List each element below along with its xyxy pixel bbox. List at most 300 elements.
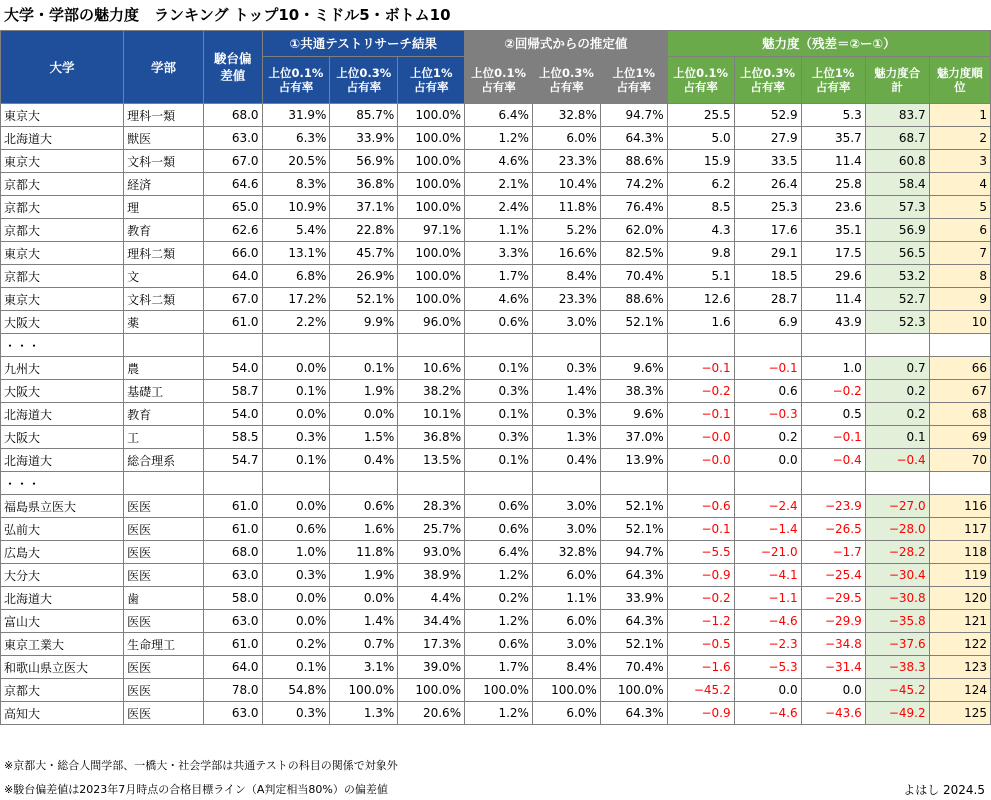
cell-residual-top1: 0.5 <box>801 403 865 426</box>
cell-residual-top03: 26.4 <box>734 173 801 196</box>
cell-estimate-top01: 2.1% <box>465 173 533 196</box>
cell-residual-top1: 29.6 <box>801 265 865 288</box>
cell-research-top01: 0.3% <box>262 564 330 587</box>
cell-estimate-top1: 82.5% <box>600 242 667 265</box>
cell-estimate-top1: 64.3% <box>600 564 667 587</box>
cell-residual-top03: −21.0 <box>734 541 801 564</box>
cell-residual-top1: 43.9 <box>801 311 865 334</box>
cell-residual-top03: 52.9 <box>734 104 801 127</box>
cell-estimate-top01: 0.1% <box>465 449 533 472</box>
table-row <box>1 610 991 633</box>
cell-rank: 122 <box>929 633 990 656</box>
cell-estimate-top01: 6.4% <box>465 541 533 564</box>
cell-estimate-top03: 32.8% <box>532 104 600 127</box>
cell-university: 富山大 <box>1 610 124 633</box>
cell-estimate-top03: 3.0% <box>532 518 600 541</box>
cell-estimate-top1: 38.3% <box>600 380 667 403</box>
cell-total: −38.3 <box>865 656 929 679</box>
cell-residual-top01: −0.9 <box>667 702 734 725</box>
cell-score: 78.0 <box>204 679 263 702</box>
cell-research-top1: 100.0% <box>398 104 465 127</box>
cell-research-top1: 38.9% <box>398 564 465 587</box>
cell-score: 58.7 <box>204 380 263 403</box>
cell-score: 68.0 <box>204 541 263 564</box>
cell-research-top03: 52.1% <box>330 288 398 311</box>
cell-research-top03: 1.9% <box>330 380 398 403</box>
separator-cell <box>600 334 667 357</box>
cell-estimate-top1: 13.9% <box>600 449 667 472</box>
cell-university: 東京大 <box>1 150 124 173</box>
cell-estimate-top1: 76.4% <box>600 196 667 219</box>
cell-faculty: 文科一類 <box>124 150 204 173</box>
cell-residual-top03: −1.1 <box>734 587 801 610</box>
separator-cell <box>124 472 204 495</box>
cell-residual-top03: −0.1 <box>734 357 801 380</box>
separator-cell <box>929 472 990 495</box>
cell-faculty: 医医 <box>124 702 204 725</box>
cell-residual-top03: 33.5 <box>734 150 801 173</box>
cell-estimate-top01: 0.1% <box>465 403 533 426</box>
cell-total: 52.7 <box>865 288 929 311</box>
cell-estimate-top03: 1.1% <box>532 587 600 610</box>
cell-estimate-top1: 88.6% <box>600 288 667 311</box>
header-rank <box>929 57 990 104</box>
separator-cell <box>865 334 929 357</box>
cell-residual-top03: 28.7 <box>734 288 801 311</box>
cell-faculty: 文科二類 <box>124 288 204 311</box>
separator-cell <box>929 334 990 357</box>
cell-score: 65.0 <box>204 196 263 219</box>
cell-estimate-top01: 4.6% <box>465 150 533 173</box>
cell-estimate-top1: 9.6% <box>600 403 667 426</box>
cell-residual-top1: −0.2 <box>801 380 865 403</box>
cell-research-top03: 45.7% <box>330 242 398 265</box>
cell-research-top1: 36.8% <box>398 426 465 449</box>
cell-estimate-top1: 52.1% <box>600 518 667 541</box>
cell-university: 京都大 <box>1 679 124 702</box>
cell-score: 67.0 <box>204 150 263 173</box>
cell-score: 58.5 <box>204 426 263 449</box>
cell-faculty: 獣医 <box>124 127 204 150</box>
cell-residual-top03: 18.5 <box>734 265 801 288</box>
table-row <box>1 541 991 564</box>
cell-university: 京都大 <box>1 219 124 242</box>
cell-estimate-top01: 100.0% <box>465 679 533 702</box>
cell-research-top03: 1.3% <box>330 702 398 725</box>
cell-research-top1: 25.7% <box>398 518 465 541</box>
table-row <box>1 104 991 127</box>
cell-total: 0.7 <box>865 357 929 380</box>
cell-faculty: 教育 <box>124 403 204 426</box>
cell-residual-top03: −4.6 <box>734 702 801 725</box>
header-res-top1-text: 上位1%占有率 <box>811 66 855 94</box>
cell-estimate-top03: 5.2% <box>532 219 600 242</box>
cell-estimate-top01: 0.3% <box>465 426 533 449</box>
cell-estimate-top03: 1.3% <box>532 426 600 449</box>
cell-research-top01: 0.0% <box>262 587 330 610</box>
cell-research-top1: 38.2% <box>398 380 465 403</box>
cell-university: 九州大 <box>1 357 124 380</box>
cell-research-top01: 0.6% <box>262 518 330 541</box>
cell-estimate-top03: 32.8% <box>532 541 600 564</box>
cell-residual-top03: 17.6 <box>734 219 801 242</box>
cell-research-top03: 11.8% <box>330 541 398 564</box>
cell-residual-top1: 5.3 <box>801 104 865 127</box>
cell-estimate-top1: 9.6% <box>600 357 667 380</box>
separator-cell <box>398 334 465 357</box>
cell-score: 54.0 <box>204 403 263 426</box>
header-top1-text: 上位1%占有率 <box>409 66 453 94</box>
cell-estimate-top1: 52.1% <box>600 495 667 518</box>
cell-total: −27.0 <box>865 495 929 518</box>
cell-residual-top1: −25.4 <box>801 564 865 587</box>
cell-research-top01: 6.8% <box>262 265 330 288</box>
cell-total: −49.2 <box>865 702 929 725</box>
table-row <box>1 403 991 426</box>
cell-rank: 120 <box>929 587 990 610</box>
cell-faculty: 医医 <box>124 679 204 702</box>
cell-research-top1: 100.0% <box>398 196 465 219</box>
cell-total: −0.4 <box>865 449 929 472</box>
cell-research-top03: 100.0% <box>330 679 398 702</box>
cell-research-top1: 93.0% <box>398 541 465 564</box>
cell-university: 大阪大 <box>1 311 124 334</box>
cell-faculty: 医医 <box>124 518 204 541</box>
cell-score: 58.0 <box>204 587 263 610</box>
cell-total: 0.2 <box>865 380 929 403</box>
cell-residual-top1: 1.0 <box>801 357 865 380</box>
cell-rank: 69 <box>929 426 990 449</box>
cell-estimate-top01: 0.6% <box>465 518 533 541</box>
cell-research-top01: 1.0% <box>262 541 330 564</box>
cell-university: 北海道大 <box>1 587 124 610</box>
header-top1 <box>398 57 465 104</box>
cell-residual-top01: −0.1 <box>667 357 734 380</box>
table-row <box>1 633 991 656</box>
cell-estimate-top1: 52.1% <box>600 311 667 334</box>
cell-score: 64.6 <box>204 173 263 196</box>
cell-rank: 2 <box>929 127 990 150</box>
header-est-top1-text: 上位1%占有率 <box>612 66 655 94</box>
cell-score: 67.0 <box>204 288 263 311</box>
cell-estimate-top1: 70.4% <box>600 656 667 679</box>
cell-total: 0.1 <box>865 426 929 449</box>
cell-estimate-top03: 8.4% <box>532 656 600 679</box>
cell-faculty: 総合理系 <box>124 449 204 472</box>
cell-total: 56.9 <box>865 219 929 242</box>
table-row <box>1 242 991 265</box>
cell-residual-top1: 35.1 <box>801 219 865 242</box>
separator-cell <box>330 334 398 357</box>
cell-residual-top01: −0.0 <box>667 426 734 449</box>
cell-research-top01: 0.0% <box>262 495 330 518</box>
cell-research-top01: 10.9% <box>262 196 330 219</box>
cell-rank: 70 <box>929 449 990 472</box>
cell-residual-top01: −0.9 <box>667 564 734 587</box>
cell-total: 57.3 <box>865 196 929 219</box>
header-res-top01 <box>667 57 734 104</box>
cell-residual-top01: −0.6 <box>667 495 734 518</box>
cell-residual-top01: 15.9 <box>667 150 734 173</box>
separator-cell <box>124 334 204 357</box>
cell-research-top01: 0.0% <box>262 357 330 380</box>
cell-estimate-top01: 1.7% <box>465 656 533 679</box>
separator-cell <box>865 472 929 495</box>
cell-rank: 123 <box>929 656 990 679</box>
cell-research-top03: 33.9% <box>330 127 398 150</box>
cell-research-top03: 0.0% <box>330 403 398 426</box>
cell-estimate-top03: 6.0% <box>532 610 600 633</box>
cell-faculty: 教育 <box>124 219 204 242</box>
cell-research-top1: 100.0% <box>398 127 465 150</box>
separator-cell <box>532 472 600 495</box>
header-est-top01-text: 上位0.1%占有率 <box>471 66 526 94</box>
cell-research-top03: 0.7% <box>330 633 398 656</box>
cell-estimate-top1: 94.7% <box>600 104 667 127</box>
cell-residual-top01: −0.1 <box>667 403 734 426</box>
header-res-top01-text: 上位0.1%占有率 <box>673 66 729 94</box>
cell-residual-top01: 8.5 <box>667 196 734 219</box>
cell-research-top03: 0.1% <box>330 357 398 380</box>
table-body <box>1 104 991 725</box>
cell-university: 北海道大 <box>1 127 124 150</box>
header-group-research: ①共通テストリサーチ結果 <box>262 31 465 57</box>
cell-rank: 8 <box>929 265 990 288</box>
header-res-top03 <box>734 57 801 104</box>
cell-research-top03: 0.6% <box>330 495 398 518</box>
cell-research-top01: 2.2% <box>262 311 330 334</box>
cell-estimate-top1: 100.0% <box>600 679 667 702</box>
cell-estimate-top01: 4.6% <box>465 288 533 311</box>
cell-residual-top1: −0.1 <box>801 426 865 449</box>
cell-estimate-top01: 1.2% <box>465 564 533 587</box>
separator-cell <box>667 472 734 495</box>
cell-total: −37.6 <box>865 633 929 656</box>
header-group-attractiveness: 魅力度（残差＝②ー①） <box>667 31 990 57</box>
cell-residual-top03: −2.4 <box>734 495 801 518</box>
table-row <box>1 288 991 311</box>
cell-estimate-top1: 88.6% <box>600 150 667 173</box>
cell-estimate-top03: 6.0% <box>532 702 600 725</box>
cell-university: 東京大 <box>1 104 124 127</box>
cell-university: 京都大 <box>1 196 124 219</box>
table-row <box>1 311 991 334</box>
cell-estimate-top03: 0.3% <box>532 357 600 380</box>
header-est-top1 <box>600 57 667 104</box>
cell-research-top03: 1.4% <box>330 610 398 633</box>
cell-residual-top01: 1.6 <box>667 311 734 334</box>
header-res-top03-text: 上位0.3%占有率 <box>740 66 796 94</box>
cell-total: −30.4 <box>865 564 929 587</box>
cell-residual-top03: −0.3 <box>734 403 801 426</box>
cell-university: 東京工業大 <box>1 633 124 656</box>
cell-total: −30.8 <box>865 587 929 610</box>
cell-residual-top1: 35.7 <box>801 127 865 150</box>
cell-residual-top03: 6.9 <box>734 311 801 334</box>
cell-residual-top03: −4.1 <box>734 564 801 587</box>
cell-research-top01: 5.4% <box>262 219 330 242</box>
cell-research-top1: 17.3% <box>398 633 465 656</box>
cell-residual-top1: 25.8 <box>801 173 865 196</box>
cell-estimate-top03: 16.6% <box>532 242 600 265</box>
cell-research-top1: 10.6% <box>398 357 465 380</box>
cell-faculty: 薬 <box>124 311 204 334</box>
cell-residual-top03: 0.6 <box>734 380 801 403</box>
cell-faculty: 医医 <box>124 495 204 518</box>
table-row <box>1 380 991 403</box>
separator-cell <box>734 472 801 495</box>
table-row <box>1 495 991 518</box>
cell-estimate-top03: 8.4% <box>532 265 600 288</box>
cell-residual-top01: 4.3 <box>667 219 734 242</box>
cell-score: 64.0 <box>204 656 263 679</box>
cell-research-top1: 100.0% <box>398 288 465 311</box>
cell-estimate-top01: 0.2% <box>465 587 533 610</box>
table-row <box>1 426 991 449</box>
table-row <box>1 587 991 610</box>
cell-total: 56.5 <box>865 242 929 265</box>
cell-estimate-top1: 64.3% <box>600 702 667 725</box>
cell-research-top1: 20.6% <box>398 702 465 725</box>
cell-rank: 10 <box>929 311 990 334</box>
cell-score: 63.0 <box>204 127 263 150</box>
cell-university: 京都大 <box>1 265 124 288</box>
cell-total: 83.7 <box>865 104 929 127</box>
cell-estimate-top1: 74.2% <box>600 173 667 196</box>
cell-rank: 125 <box>929 702 990 725</box>
cell-residual-top1: −23.9 <box>801 495 865 518</box>
cell-estimate-top01: 0.1% <box>465 357 533 380</box>
cell-total: 68.7 <box>865 127 929 150</box>
cell-estimate-top03: 10.4% <box>532 173 600 196</box>
cell-university: 大阪大 <box>1 380 124 403</box>
table-header <box>1 31 991 104</box>
cell-research-top01: 8.3% <box>262 173 330 196</box>
cell-total: 53.2 <box>865 265 929 288</box>
table-row <box>1 449 991 472</box>
table-row <box>1 265 991 288</box>
header-score <box>204 31 263 104</box>
cell-faculty: 理科二類 <box>124 242 204 265</box>
separator-cell <box>204 472 263 495</box>
separator-dots: ・・・ <box>1 334 124 357</box>
cell-rank: 67 <box>929 380 990 403</box>
cell-estimate-top01: 3.3% <box>465 242 533 265</box>
cell-estimate-top1: 70.4% <box>600 265 667 288</box>
cell-residual-top03: 0.2 <box>734 426 801 449</box>
cell-total: −28.0 <box>865 518 929 541</box>
cell-faculty: 基礎工 <box>124 380 204 403</box>
separator-cell <box>667 334 734 357</box>
cell-research-top03: 22.8% <box>330 219 398 242</box>
cell-residual-top1: −29.5 <box>801 587 865 610</box>
cell-research-top01: 0.1% <box>262 656 330 679</box>
cell-estimate-top01: 0.6% <box>465 495 533 518</box>
header-top03 <box>330 57 398 104</box>
cell-residual-top1: 0.0 <box>801 679 865 702</box>
cell-university: 北海道大 <box>1 403 124 426</box>
cell-research-top03: 26.9% <box>330 265 398 288</box>
cell-rank: 119 <box>929 564 990 587</box>
table-row <box>1 564 991 587</box>
cell-estimate-top03: 100.0% <box>532 679 600 702</box>
cell-rank: 4 <box>929 173 990 196</box>
header-rank-text: 魅力度順位 <box>936 66 983 94</box>
cell-residual-top01: −1.6 <box>667 656 734 679</box>
cell-residual-top03: 25.3 <box>734 196 801 219</box>
cell-residual-top01: −0.0 <box>667 449 734 472</box>
cell-residual-top1: −1.7 <box>801 541 865 564</box>
header-est-top03 <box>532 57 600 104</box>
cell-residual-top01: −5.5 <box>667 541 734 564</box>
cell-residual-top1: 11.4 <box>801 288 865 311</box>
header-group-estimate: ②回帰式からの推定値 <box>465 31 668 57</box>
cell-estimate-top03: 6.0% <box>532 564 600 587</box>
cell-estimate-top03: 23.3% <box>532 288 600 311</box>
cell-university: 大阪大 <box>1 426 124 449</box>
cell-estimate-top03: 23.3% <box>532 150 600 173</box>
cell-faculty: 医医 <box>124 564 204 587</box>
cell-estimate-top01: 6.4% <box>465 104 533 127</box>
cell-score: 54.7 <box>204 449 263 472</box>
cell-university: 東京大 <box>1 242 124 265</box>
cell-research-top1: 97.1% <box>398 219 465 242</box>
cell-residual-top1: 11.4 <box>801 150 865 173</box>
cell-rank: 121 <box>929 610 990 633</box>
cell-research-top1: 28.3% <box>398 495 465 518</box>
cell-residual-top01: −0.1 <box>667 518 734 541</box>
cell-university: 和歌山県立医大 <box>1 656 124 679</box>
cell-score: 62.6 <box>204 219 263 242</box>
cell-total: 0.2 <box>865 403 929 426</box>
table-row <box>1 679 991 702</box>
cell-research-top01: 0.3% <box>262 702 330 725</box>
cell-university: 高知大 <box>1 702 124 725</box>
cell-residual-top01: 5.0 <box>667 127 734 150</box>
cell-research-top03: 0.4% <box>330 449 398 472</box>
cell-score: 61.0 <box>204 311 263 334</box>
cell-residual-top01: −0.2 <box>667 380 734 403</box>
separator-cell <box>734 334 801 357</box>
cell-estimate-top03: 11.8% <box>532 196 600 219</box>
table-row <box>1 196 991 219</box>
cell-faculty: 理科一類 <box>124 104 204 127</box>
note-excluded: ※京都大・総合人間学部、一橋大・社会学部は共通テストの科目の関係で対象外 <box>4 759 398 772</box>
cell-estimate-top01: 1.7% <box>465 265 533 288</box>
cell-score: 54.0 <box>204 357 263 380</box>
cell-residual-top01: 5.1 <box>667 265 734 288</box>
header-est-top03-text: 上位0.3%占有率 <box>538 66 594 94</box>
cell-rank: 6 <box>929 219 990 242</box>
separator-cell <box>204 334 263 357</box>
page-title: 大学・学部の魅力度 ランキング トップ10・ミドル5・ボトム10 <box>4 6 451 24</box>
cell-rank: 7 <box>929 242 990 265</box>
separator-cell <box>262 334 330 357</box>
cell-faculty: 理 <box>124 196 204 219</box>
cell-score: 61.0 <box>204 495 263 518</box>
table-row <box>1 518 991 541</box>
cell-research-top01: 0.1% <box>262 380 330 403</box>
cell-residual-top03: −2.3 <box>734 633 801 656</box>
cell-faculty: 医医 <box>124 610 204 633</box>
cell-estimate-top1: 62.0% <box>600 219 667 242</box>
separator-cell <box>398 472 465 495</box>
separator-cell <box>465 334 533 357</box>
cell-research-top03: 85.7% <box>330 104 398 127</box>
cell-residual-top1: −43.6 <box>801 702 865 725</box>
cell-score: 63.0 <box>204 610 263 633</box>
cell-faculty: 経済 <box>124 173 204 196</box>
